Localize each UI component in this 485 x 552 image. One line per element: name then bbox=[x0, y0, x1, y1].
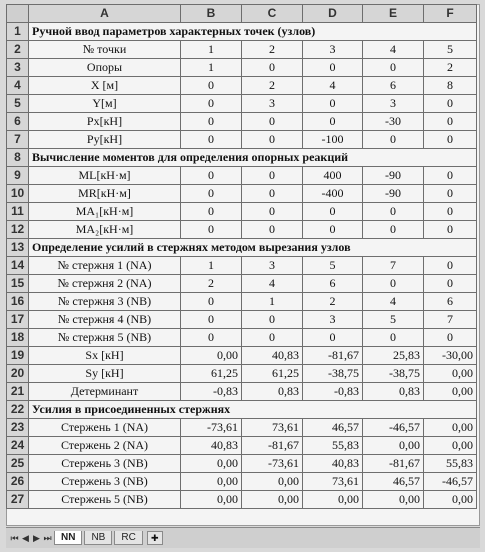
row-label-cell[interactable]: Y[м] bbox=[29, 95, 181, 113]
row-header[interactable]: 24 bbox=[7, 437, 29, 455]
value-cell[interactable]: 0,00 bbox=[424, 419, 477, 437]
value-cell[interactable]: 40,83 bbox=[242, 347, 303, 365]
value-cell[interactable]: 0,83 bbox=[242, 383, 303, 401]
value-cell[interactable]: 46,57 bbox=[363, 473, 424, 491]
value-cell[interactable]: 0 bbox=[242, 113, 303, 131]
tab-navigation bbox=[10, 532, 52, 544]
value-cell[interactable]: 1 bbox=[242, 293, 303, 311]
table-row bbox=[7, 185, 477, 203]
row-header[interactable]: 15 bbox=[7, 275, 29, 293]
value-cell[interactable]: 0 bbox=[424, 257, 477, 275]
value-cell[interactable]: 0 bbox=[363, 275, 424, 293]
row-header[interactable]: 27 bbox=[7, 491, 29, 509]
row-header[interactable]: 8 bbox=[7, 149, 29, 167]
value-cell[interactable]: 0 bbox=[242, 221, 303, 239]
value-cell[interactable]: 4 bbox=[363, 41, 424, 59]
value-cell[interactable]: 0 bbox=[242, 167, 303, 185]
row-label-cell[interactable]: Px[кН] bbox=[29, 113, 181, 131]
table-row bbox=[7, 131, 477, 149]
value-cell[interactable]: 0,00 bbox=[181, 473, 242, 491]
value-cell[interactable]: 0 bbox=[181, 311, 242, 329]
row-label-cell[interactable]: X [м] bbox=[29, 77, 181, 95]
column-header-e[interactable]: E bbox=[363, 5, 424, 23]
table-row bbox=[7, 473, 477, 491]
value-cell[interactable]: 46,57 bbox=[303, 419, 363, 437]
table-row bbox=[7, 347, 477, 365]
table-row bbox=[7, 257, 477, 275]
value-cell[interactable]: 0 bbox=[424, 329, 477, 347]
row-header[interactable]: 16 bbox=[7, 293, 29, 311]
value-cell[interactable]: 0 bbox=[242, 131, 303, 149]
value-cell[interactable]: 0 bbox=[424, 185, 477, 203]
value-cell[interactable]: -0,83 bbox=[303, 383, 363, 401]
value-cell[interactable]: 6 bbox=[303, 275, 363, 293]
value-cell[interactable]: 0 bbox=[181, 113, 242, 131]
table-row bbox=[7, 383, 477, 401]
table-row bbox=[7, 491, 477, 509]
value-cell[interactable]: 2 bbox=[424, 59, 477, 77]
value-cell[interactable]: 0 bbox=[424, 275, 477, 293]
next-sheet-icon[interactable]: ▶ bbox=[33, 533, 40, 543]
value-cell[interactable]: 0 bbox=[181, 131, 242, 149]
value-cell[interactable]: 2 bbox=[303, 293, 363, 311]
value-cell[interactable]: -30 bbox=[363, 113, 424, 131]
row-header[interactable]: 19 bbox=[7, 347, 29, 365]
table-row bbox=[7, 455, 477, 473]
value-cell[interactable]: 0,83 bbox=[363, 383, 424, 401]
value-cell[interactable]: -38,75 bbox=[363, 365, 424, 383]
table-row bbox=[7, 221, 477, 239]
sheet-tab-bar bbox=[6, 527, 480, 548]
value-cell[interactable]: 0 bbox=[181, 293, 242, 311]
table-row bbox=[7, 311, 477, 329]
value-cell[interactable]: 3 bbox=[303, 311, 363, 329]
row-header[interactable]: 14 bbox=[7, 257, 29, 275]
value-cell[interactable]: 0,00 bbox=[424, 491, 477, 509]
value-cell[interactable]: 1 bbox=[181, 59, 242, 77]
value-cell[interactable]: 0 bbox=[424, 203, 477, 221]
value-cell[interactable]: 61,25 bbox=[242, 365, 303, 383]
grid-body bbox=[7, 23, 477, 509]
sheet-tab-nn[interactable]: NN bbox=[54, 531, 82, 545]
row-header[interactable]: 5 bbox=[7, 95, 29, 113]
value-cell[interactable]: 5 bbox=[363, 311, 424, 329]
table-row bbox=[7, 149, 477, 167]
value-cell[interactable]: -38,75 bbox=[303, 365, 363, 383]
value-cell[interactable]: 0 bbox=[363, 329, 424, 347]
table-row bbox=[7, 437, 477, 455]
table-row bbox=[7, 59, 477, 77]
value-cell[interactable]: 4 bbox=[363, 293, 424, 311]
row-label-cell[interactable]: № стержня 3 (NB) bbox=[29, 293, 181, 311]
value-cell[interactable]: 40,83 bbox=[303, 455, 363, 473]
row-header[interactable]: 23 bbox=[7, 419, 29, 437]
value-cell[interactable]: 0 bbox=[363, 131, 424, 149]
row-label-cell[interactable]: MR[кН·м] bbox=[29, 185, 181, 203]
section-heading-cell[interactable]: Вычисление моментов для определения опорных реакций bbox=[29, 149, 477, 167]
column-header-f[interactable]: F bbox=[424, 5, 477, 23]
value-cell[interactable]: 0 bbox=[181, 203, 242, 221]
column-header-d[interactable]: D bbox=[303, 5, 363, 23]
value-cell[interactable]: 0 bbox=[424, 113, 477, 131]
value-cell[interactable]: 5 bbox=[424, 41, 477, 59]
value-cell[interactable]: 73,61 bbox=[242, 419, 303, 437]
value-cell[interactable]: 0 bbox=[242, 203, 303, 221]
value-cell[interactable]: -46,57 bbox=[363, 419, 424, 437]
prev-sheet-icon[interactable]: ◀ bbox=[22, 533, 29, 543]
value-cell[interactable]: -400 bbox=[303, 185, 363, 203]
value-cell[interactable]: 0 bbox=[181, 329, 242, 347]
value-cell[interactable]: -90 bbox=[363, 167, 424, 185]
value-cell[interactable]: 2 bbox=[181, 275, 242, 293]
value-cell[interactable]: 1 bbox=[181, 41, 242, 59]
value-cell[interactable]: 4 bbox=[242, 275, 303, 293]
row-header[interactable]: 6 bbox=[7, 113, 29, 131]
row-label-cell[interactable]: MA₂[кН·м] bbox=[29, 221, 181, 239]
row-header[interactable]: 25 bbox=[7, 455, 29, 473]
value-cell[interactable]: 4 bbox=[303, 77, 363, 95]
value-cell[interactable]: 0,00 bbox=[181, 455, 242, 473]
value-cell[interactable]: -73,61 bbox=[242, 455, 303, 473]
value-cell[interactable]: 73,61 bbox=[303, 473, 363, 491]
value-cell[interactable]: 0 bbox=[181, 221, 242, 239]
value-cell[interactable]: 0,00 bbox=[242, 491, 303, 509]
value-cell[interactable]: 0 bbox=[242, 59, 303, 77]
value-cell[interactable]: 2 bbox=[242, 77, 303, 95]
value-cell[interactable]: 0 bbox=[242, 185, 303, 203]
value-cell[interactable]: 25,83 bbox=[363, 347, 424, 365]
table-row bbox=[7, 293, 477, 311]
value-cell[interactable]: 6 bbox=[424, 293, 477, 311]
select-all-corner[interactable] bbox=[7, 5, 29, 23]
last-sheet-icon[interactable]: ⏭ bbox=[43, 533, 52, 543]
row-label-cell[interactable]: Стержень 2 (NA) bbox=[29, 437, 181, 455]
row-label-cell[interactable]: Детерминант bbox=[29, 383, 181, 401]
value-cell[interactable]: 0 bbox=[181, 167, 242, 185]
table-row bbox=[7, 275, 477, 293]
row-header[interactable]: 13 bbox=[7, 239, 29, 257]
value-cell[interactable]: 0 bbox=[303, 95, 363, 113]
value-cell[interactable]: 0,00 bbox=[424, 383, 477, 401]
section-heading-cell[interactable]: Ручной ввод параметров характерных точек (узлов) bbox=[29, 23, 477, 41]
value-cell[interactable]: 0 bbox=[424, 95, 477, 113]
row-header[interactable]: 1 bbox=[7, 23, 29, 41]
row-header[interactable]: 9 bbox=[7, 167, 29, 185]
value-cell[interactable]: 0 bbox=[303, 203, 363, 221]
value-cell[interactable]: 55,83 bbox=[303, 437, 363, 455]
value-cell[interactable]: 3 bbox=[303, 41, 363, 59]
value-cell[interactable]: 8 bbox=[424, 77, 477, 95]
row-header[interactable]: 20 bbox=[7, 365, 29, 383]
value-cell[interactable]: 0 bbox=[363, 59, 424, 77]
value-cell[interactable]: 0 bbox=[303, 59, 363, 77]
column-header-a[interactable]: A bbox=[29, 5, 181, 23]
value-cell[interactable]: 55,83 bbox=[424, 455, 477, 473]
section-heading-cell[interactable]: Определение усилий в стержнях методом вырезания узлов bbox=[29, 239, 477, 257]
value-cell[interactable]: -81,67 bbox=[242, 437, 303, 455]
value-cell[interactable]: 7 bbox=[424, 311, 477, 329]
value-cell[interactable]: 0 bbox=[303, 221, 363, 239]
row-header[interactable]: 3 bbox=[7, 59, 29, 77]
sheet-tab-nb[interactable]: NB bbox=[84, 531, 112, 545]
value-cell[interactable]: 0,00 bbox=[424, 365, 477, 383]
value-cell[interactable]: 0 bbox=[181, 95, 242, 113]
row-label-cell[interactable]: № точки bbox=[29, 41, 181, 59]
first-sheet-icon[interactable]: ⏮ bbox=[10, 533, 19, 543]
row-header[interactable]: 11 bbox=[7, 203, 29, 221]
table-row bbox=[7, 167, 477, 185]
table-row bbox=[7, 401, 477, 419]
value-cell[interactable]: 6 bbox=[363, 77, 424, 95]
row-label-cell[interactable]: Стержень 5 (NB) bbox=[29, 491, 181, 509]
row-header[interactable]: 7 bbox=[7, 131, 29, 149]
row-label-cell[interactable]: Sy [кН] bbox=[29, 365, 181, 383]
value-cell[interactable]: -46,57 bbox=[424, 473, 477, 491]
value-cell[interactable]: 0 bbox=[242, 311, 303, 329]
value-cell[interactable]: 0,00 bbox=[181, 491, 242, 509]
row-label-cell[interactable]: № стержня 1 (NA) bbox=[29, 257, 181, 275]
table-row bbox=[7, 95, 477, 113]
spreadsheet-sheet bbox=[6, 4, 480, 526]
table-row bbox=[7, 419, 477, 437]
value-cell[interactable]: 400 bbox=[303, 167, 363, 185]
table-row bbox=[7, 41, 477, 59]
value-cell[interactable]: 0 bbox=[363, 203, 424, 221]
sheet-tab-list bbox=[52, 531, 143, 545]
value-cell[interactable]: 40,83 bbox=[181, 437, 242, 455]
table-row bbox=[7, 365, 477, 383]
value-cell[interactable]: 0,00 bbox=[363, 437, 424, 455]
value-cell[interactable]: 0 bbox=[424, 131, 477, 149]
value-cell[interactable]: 0 bbox=[424, 167, 477, 185]
row-label-cell[interactable]: № стержня 2 (NA) bbox=[29, 275, 181, 293]
row-label-cell[interactable]: № стержня 4 (NB) bbox=[29, 311, 181, 329]
value-cell[interactable]: 0,00 bbox=[242, 473, 303, 491]
column-header-row bbox=[7, 5, 477, 23]
row-header[interactable]: 10 bbox=[7, 185, 29, 203]
table-row bbox=[7, 329, 477, 347]
row-header[interactable]: 12 bbox=[7, 221, 29, 239]
row-label-cell[interactable]: Py[кН] bbox=[29, 131, 181, 149]
column-header-b[interactable]: B bbox=[181, 5, 242, 23]
row-header[interactable]: 18 bbox=[7, 329, 29, 347]
value-cell[interactable]: 0,00 bbox=[181, 347, 242, 365]
value-cell[interactable]: 0 bbox=[363, 221, 424, 239]
row-header[interactable]: 22 bbox=[7, 401, 29, 419]
value-cell[interactable]: -81,67 bbox=[363, 455, 424, 473]
value-cell[interactable]: 0,00 bbox=[424, 437, 477, 455]
value-cell[interactable]: 61,25 bbox=[181, 365, 242, 383]
section-heading-cell[interactable]: Усилия в присоединенных стержнях bbox=[29, 401, 477, 419]
value-cell[interactable]: 0 bbox=[181, 185, 242, 203]
value-cell[interactable]: 3 bbox=[242, 257, 303, 275]
value-cell[interactable]: -81,67 bbox=[303, 347, 363, 365]
row-header[interactable]: 2 bbox=[7, 41, 29, 59]
value-cell[interactable]: -0,83 bbox=[181, 383, 242, 401]
row-label-cell[interactable]: Стержень 3 (NB) bbox=[29, 455, 181, 473]
row-label-cell[interactable]: ML[кН·м] bbox=[29, 167, 181, 185]
value-cell[interactable]: 0 bbox=[242, 329, 303, 347]
spreadsheet-grid bbox=[6, 4, 477, 509]
value-cell[interactable]: -73,61 bbox=[181, 419, 242, 437]
value-cell[interactable]: 1 bbox=[181, 257, 242, 275]
value-cell[interactable]: 0,00 bbox=[303, 491, 363, 509]
table-row bbox=[7, 203, 477, 221]
value-cell[interactable]: 7 bbox=[363, 257, 424, 275]
table-row bbox=[7, 23, 477, 41]
table-row bbox=[7, 239, 477, 257]
table-row bbox=[7, 113, 477, 131]
row-label-cell[interactable]: Стержень 3 (NB) bbox=[29, 473, 181, 491]
row-label-cell[interactable]: Стержень 1 (NA) bbox=[29, 419, 181, 437]
insert-sheet-icon[interactable]: ✚ bbox=[147, 531, 163, 545]
value-cell[interactable]: 0 bbox=[303, 113, 363, 131]
row-header[interactable]: 17 bbox=[7, 311, 29, 329]
value-cell[interactable]: 3 bbox=[363, 95, 424, 113]
sheet-tab-rc[interactable]: RC bbox=[114, 531, 142, 545]
table-row bbox=[7, 77, 477, 95]
value-cell[interactable]: -30,00 bbox=[424, 347, 477, 365]
value-cell[interactable]: 3 bbox=[242, 95, 303, 113]
value-cell[interactable]: -90 bbox=[363, 185, 424, 203]
value-cell[interactable]: 2 bbox=[242, 41, 303, 59]
row-label-cell[interactable]: Опоры bbox=[29, 59, 181, 77]
value-cell[interactable]: 0 bbox=[424, 221, 477, 239]
value-cell[interactable]: 0 bbox=[181, 77, 242, 95]
value-cell[interactable]: 0 bbox=[303, 329, 363, 347]
row-header[interactable]: 4 bbox=[7, 77, 29, 95]
column-header-c[interactable]: C bbox=[242, 5, 303, 23]
value-cell[interactable]: -100 bbox=[303, 131, 363, 149]
value-cell[interactable]: 0,00 bbox=[363, 491, 424, 509]
row-label-cell[interactable]: Sx [кН] bbox=[29, 347, 181, 365]
row-header[interactable]: 21 bbox=[7, 383, 29, 401]
row-header[interactable]: 26 bbox=[7, 473, 29, 491]
row-label-cell[interactable]: MA₁[кН·м] bbox=[29, 203, 181, 221]
value-cell[interactable]: 5 bbox=[303, 257, 363, 275]
row-label-cell[interactable]: № стержня 5 (NB) bbox=[29, 329, 181, 347]
